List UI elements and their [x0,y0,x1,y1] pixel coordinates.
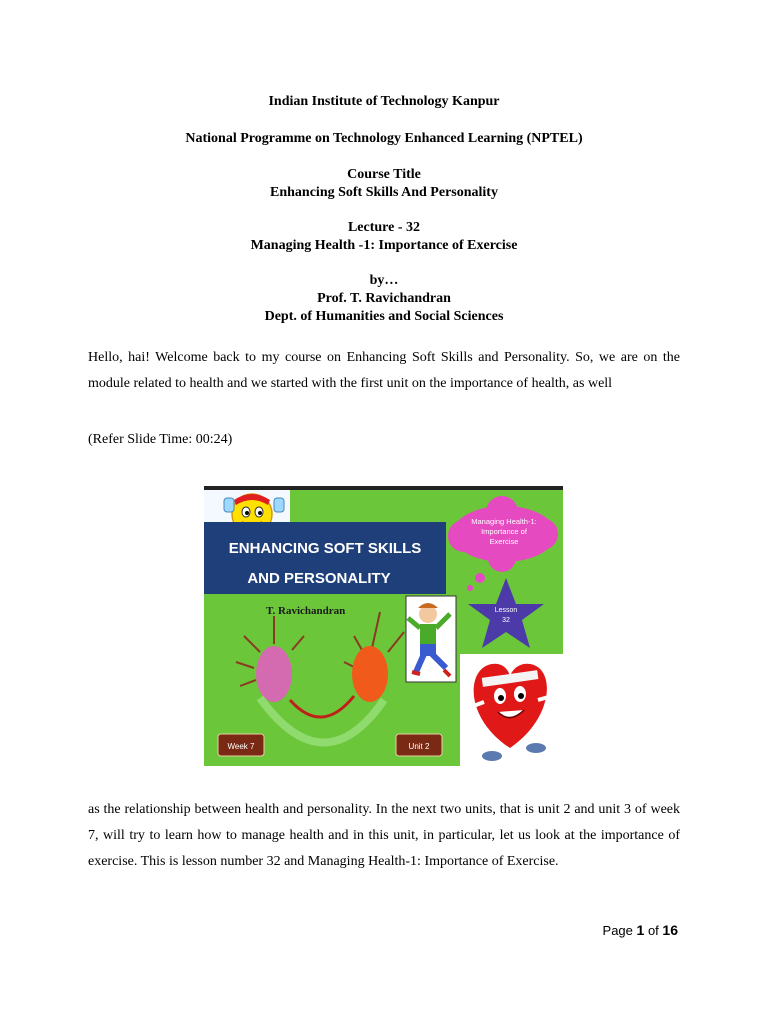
health-circle-left [256,646,292,702]
lecture-number: Lecture - 32 [347,220,421,235]
lecture-title: Managing Health -1: Importance of Exercise [250,238,518,253]
programme-name: National Programme on Technology Enhanced Learning (NPTEL) [185,131,583,146]
page-footer [603,922,678,938]
of-word: of [647,923,659,938]
page-current: 1 [636,922,645,938]
running-boy-icon [406,596,456,682]
cloud-text-line2: Importance of [481,527,527,536]
course-label: Course Title [347,167,421,182]
cloud-text-line1: Managing Health-1: [471,517,537,526]
cloud-text-line3: Exercise [489,537,519,546]
lecture-slide-image [204,486,563,766]
page-word: Page [602,923,633,938]
lesson-number: 32 [502,617,510,624]
slide-title-line1: ENHANCING SOFT SKILLS [228,540,422,557]
by-line: by… [369,273,399,288]
paragraph-intro: Hello, hai! Welcome back to my course on Enhancing Soft Skills and Personality. So, we are on the module related to health and we started with the first unit on the importance of health, as well [88,350,680,391]
author-name: Prof. T. Ravichandran [317,291,451,306]
institute-name: Indian Institute of Technology Kanpur [268,94,500,109]
course-title: Enhancing Soft Skills And Personality [270,185,498,200]
unit-label: Unit 2 [408,742,430,751]
page-total: 16 [662,922,678,938]
week-label: Week 7 [227,742,255,751]
slide-author: T. Ravichandran [266,605,346,617]
slide-reference: (Refer Slide Time: 00:24) [88,432,233,447]
slide-title-line2: AND PERSONALITY [247,570,391,587]
personality-circle-right [352,646,388,702]
department-name: Dept. of Humanities and Social Sciences [264,309,504,324]
lesson-label: Lesson [494,607,518,614]
paragraph-body: as the relationship between health and personality. In the next two units, that is unit 2 and unit 3 of week 7, will try to learn how to manage health and in this unit, in particular, let us look at the importance of exercise. This is lesson number 32 and Managing Health-1: Importance of Exercise. [88,802,680,869]
